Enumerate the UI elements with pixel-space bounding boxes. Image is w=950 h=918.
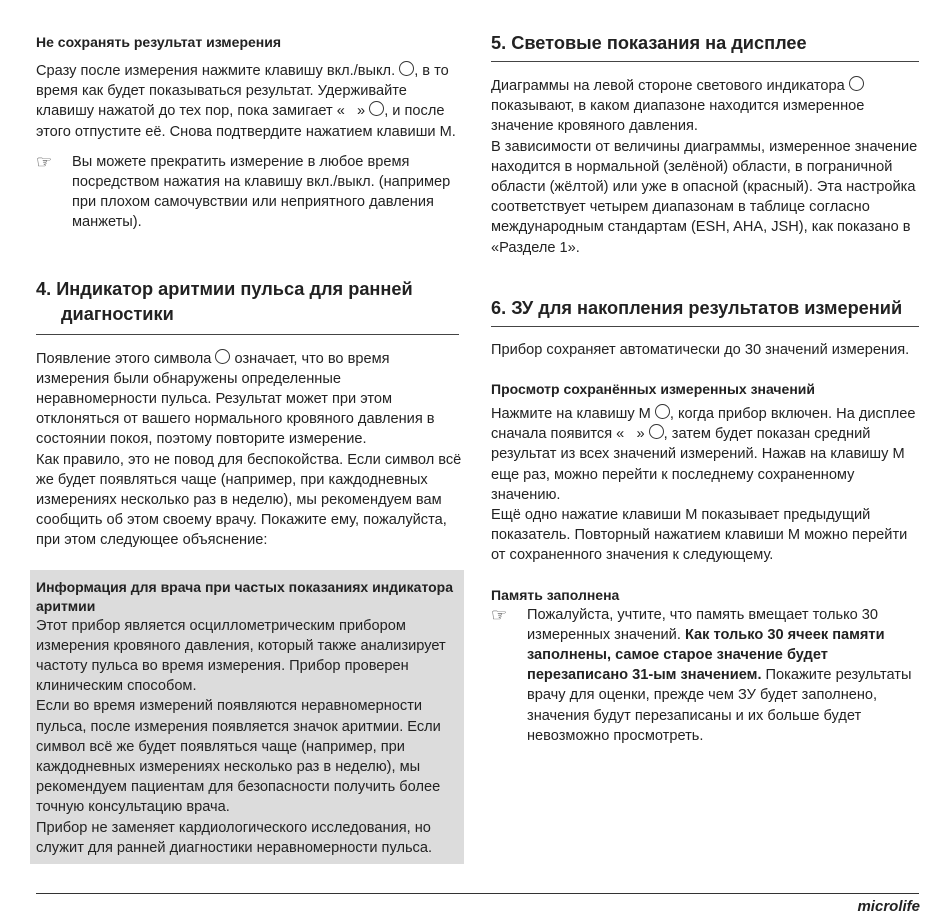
- doctor-info-p1: Этот прибор является осциллометрическим прибором измерения кровяного давления, который также анализирует частоту пульса во время измерения. Прибор проверен клиническим способом.: [36, 617, 446, 695]
- doctor-info-p3: Прибор не заменяет кардиологического исследования, но служит для ранней диагностики неравномерности пульса.: [36, 819, 433, 856]
- section-divider: [491, 326, 919, 327]
- circle-symbol-icon: [649, 424, 664, 439]
- section-4-heading: 4. Индикатор аритмии пульса для ранней диагностики: [36, 278, 413, 324]
- left-column: [36, 0, 464, 864]
- section-6-heading: 6. ЗУ для накопления результатов измерений: [491, 297, 903, 318]
- doctor-info-box: [30, 570, 464, 864]
- paragraph-arrhythmia-2: Как правило, это не повод для беспокойства. Если символ всё же будет появляться чаще (например, при каждодневных измерениях несколько раз в неделю), мы рекомендуем вам сообщить об этом своему врачу. Покажите ему, пожалуйста, при этом следующее объяснение:: [36, 451, 462, 549]
- circle-symbol-icon: [399, 61, 414, 76]
- note-memory-full: ☞ Пожалуйста, учтите, что память вмещает только 30 измеренных значений. Как только 30 ячеек памяти заполнены, самое старое значение будет перезаписано 31-ым значением. Покажите результаты врачу для оценки, прежде чем ЗУ будет заполнено, значения будут перезаписаны и их больше будет невозможно просмотреть.: [491, 604, 912, 744]
- doctor-info-title: Информация для врача при частых показаниях индикатора аритмии: [36, 578, 454, 614]
- paragraph-arrhythmia-1: Появление этого символа означает, что во время измерения были обнаружены определенные неравномерности пульса. Результат может при этом отклоняться от вашего нормального кровяного давления в состоянии покоя, поэтому повторите измерение.: [36, 350, 435, 448]
- section-heading-no-save: Не сохранять результат измерения: [36, 34, 282, 50]
- pointing-hand-icon: ☞: [491, 604, 508, 625]
- footer-rule: [36, 893, 919, 894]
- paragraph-display-2: В зависимости от величины диаграммы, измеренное значение находится в нормальной (зелёной) области, в пограничной области (жёлтой) или уже в опасной (красный). Эта настройка соответствует четырем диапазонам в таблице согласно международным стандартам (ESH, AHA, JSH), как показано в «Разделе 1».: [491, 138, 918, 256]
- paragraph-memory: Прибор сохраняет автоматически до 30 значений измерения.: [491, 341, 910, 358]
- paragraph-display-1: Диаграммы на левой стороне светового индикатора показывают, в каком диапазоне находится измеренное значение кровяного давления.: [491, 78, 865, 135]
- section-divider: [36, 334, 459, 335]
- brand-logo: microlife: [857, 898, 920, 915]
- circle-symbol-icon: [849, 76, 864, 91]
- paragraph-no-save: Сразу после измерения нажмите клавишу вкл./выкл. , в то время как будет показываться результат. Удерживайте клавишу нажатой до тех пор, пока замигает « » , и после этого отпустите её. Снова подтвердите нажатием клавиши M.: [36, 63, 456, 140]
- paragraph-view-1: Нажмите на клавишу M , когда прибор включен. На дисплее сначала появится « » , затем будет показан средний результат из всех значений измерений. Нажав на клавишу M еще раз, можно перейти к последнему сохраненному значению.: [491, 406, 916, 503]
- paragraph-view-2: Ещё одно нажатие клавиши M показывает предыдущий показатель. Повторный нажатием клавиши M можно перейти от сохраненного значения к следующему.: [491, 507, 908, 564]
- circle-symbol-icon: [215, 349, 230, 364]
- section-5-heading: 5. Световые показания на дисплее: [491, 33, 807, 53]
- doctor-info-p2: Если во время измерений появляются неравномерности пульса, после измерения появляется значок аритмии. Если символ всё же будет появляться чаще (например, при каждодневных измерениях несколько раз в неделю), мы рекомендуем пациентам для безопасности получить более точную консультацию врача.: [36, 698, 441, 816]
- subheading-view-saved: Просмотр сохранённых измеренных значений: [491, 381, 816, 398]
- subheading-memory-full: Память заполнена: [491, 586, 620, 603]
- right-column: [491, 0, 919, 746]
- circle-symbol-icon: [369, 101, 384, 116]
- circle-symbol-icon: [655, 404, 670, 419]
- note-cancel-measurement: ☞ Вы можете прекратить измерение в любое время посредством нажатия на клавишу вкл./выкл. (например при плохом самочувствии или неприятного давления манжеты).: [36, 151, 451, 231]
- pointing-hand-icon: ☞: [36, 151, 53, 172]
- section-divider: [491, 61, 919, 62]
